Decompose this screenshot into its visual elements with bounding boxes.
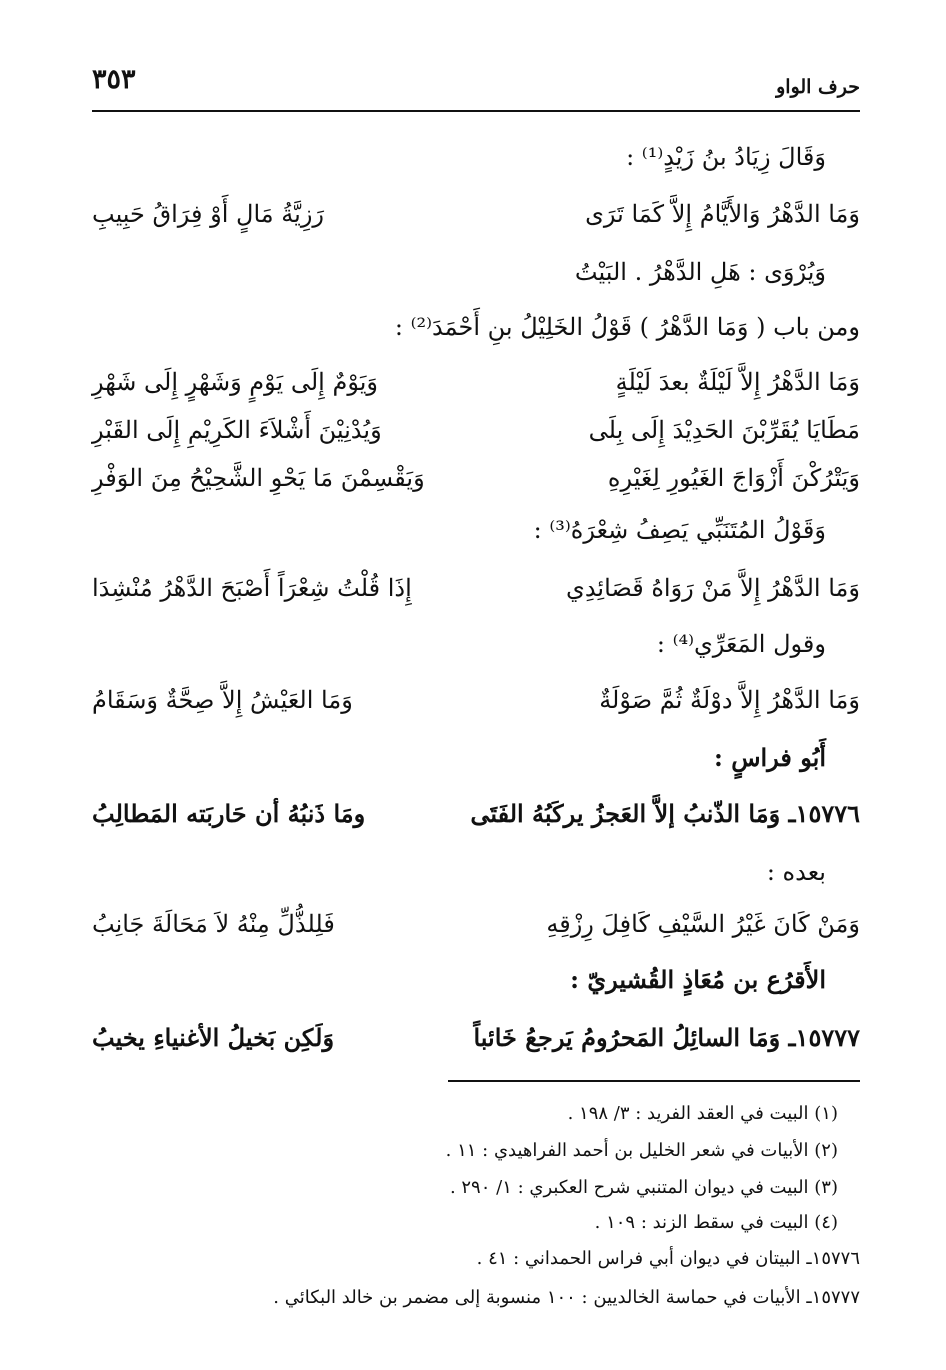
header-rule [92,110,860,112]
footnote-15776: ١٥٧٧٦ـ البيتان في ديوان أبي فراس الحمداني : ٤١ . [476,1248,860,1269]
second-hemistich: رَزِيَّةُ مَالٍ أَوْ فِرَاقُ حَبِيبِ [92,200,324,228]
intro-maarri: وقول المَعَرِّي⁽⁴⁾ : [656,630,826,658]
page-number: ٣٥٣ [92,64,136,95]
footnote-rule [448,1080,860,1082]
poet-abu-firas: أَبُو فراسٍ : [714,743,826,772]
first-hemistich: وَمَا الدَّهْرُ إِلاَّ مَنْ رَوَاهُ قَصَائِدِي [566,574,860,602]
first-hemistich: وَمَا الدَّهْرُ وَالأَيَّامُ إِلاَّ كَمَا تَرَى [585,200,860,228]
section-title: حرف الواو [776,76,860,98]
variant-note: وَيُرْوَى : هَلِ الدَّهْرُ . البَيْتُ [574,258,826,286]
first-hemistich: وَمَا الدَّهْرُ إِلاَّ دوْلَةٌ ثُمَّ صَوْلَةٌ [599,686,860,714]
footnote-2: (٢) الأبيات في شعر الخليل بن أحمد الفراهيدي : ١١ . [445,1140,838,1161]
intro-mutanabbi: وَقَوْلُ المُتَنَبِّي يَصِفُ شِعْرَهُ⁽³⁾ : [533,516,826,544]
second-hemistich: وَيَوْمٌ إِلَى يَوْمٍ وَشَهْرٍ إِلَى شَهْرِ [92,368,378,396]
second-hemistich: فَلِلذُّلِّ مِنْهُ لاَ مَحَالَةَ جَانِبُ [92,910,335,938]
second-hemistich: إِذَا قُلْتُ شِعْرَاً أَصْبَحَ الدَّهْرُ مُنْشِدَا [92,574,412,602]
first-hemistich: ١٥٧٧٦ـ وَمَا الذّنبُ إلاَّ العَجزُ يركَبُهُ الفَتَى [470,799,860,828]
second-hemistich: ومَا ذَنبُهُ أن حَاربَته المَطالِبُ [92,799,366,828]
poet-aqra: الأَقرُع بن مُعَاذٍ القُشيريّ : [570,965,826,994]
footnote-4: (٤) البيت في سقط الزند : ١٠٩ . [594,1212,838,1233]
intro-after: بعده : [766,858,826,886]
second-hemistich: وَيَقْسِمْنَ مَا يَحْوِ الشَّحِيْحُ مِنَ الوَفْرِ [92,464,425,492]
verse-line-8 [92,906,860,942]
first-hemistich: وَمَنْ كَانَ غَيْرُ السَّيْفِ كَافِلَ رِزْقِهِ [546,910,860,938]
verse-line-5 [92,570,860,606]
first-hemistich: وَيَتْرُكْنَ أَزْوَاجَ الغَيُورِ لِغَيْرِهِ [607,464,860,492]
footnote-3: (٣) البيت في ديوان المتنبي شرح العكبري : ١/ ٢٩٠ . [449,1177,838,1198]
verse-line-1 [92,196,860,232]
verse-line-6 [92,682,860,718]
second-hemistich: وَلَكِن بَخيلُ الأغنياءِ يخيبُ [92,1023,335,1052]
intro-ziyad: وَقَالَ زِيَادُ بنُ زَيْدٍ⁽¹⁾ : [626,143,826,171]
footnote-1: (١) البيت في العقد الفريد : ٣/ ١٩٨ . [567,1103,838,1124]
verse-line-4 [92,460,860,496]
second-hemistich: وَيُدْنِيْنَ أَشْلاَءَ الكَرِيْمِ إِلَى القَبْرِ [92,416,382,444]
first-hemistich: ١٥٧٧٧ـ وَمَا السائِلُ المَحرُومُ يَرجعُ خَائباً [473,1023,860,1052]
verse-line-2 [92,364,860,400]
verse-line-3 [92,412,860,448]
verse-entry-15777 [92,1020,860,1056]
second-hemistich: وَمَا العَيْشُ إِلاَّ صِحَّةٌ وَسَقَامُ [92,686,353,714]
first-hemistich: وَمَا الدَّهْرُ إِلاَّ لَيْلَةٌ بعدَ لَيْلَةٍ [615,368,860,396]
verse-entry-15776 [92,796,860,832]
first-hemistich: مَطَايَا يُقَرِّبْنَ الحَدِيْدَ إِلَى بِلَى [588,416,860,444]
footnote-15777: ١٥٧٧٧ـ الأبيات في حماسة الخالديين : ١٠٠ منسوبة إلى مضمر بن خالد البكائي . [273,1287,860,1308]
intro-khalil: ومن باب ( وَمَا الدَّهْرُ ) قَوْلُ الخَلِيْلُ بنِ أَحْمَدَ⁽²⁾ : [394,313,860,341]
